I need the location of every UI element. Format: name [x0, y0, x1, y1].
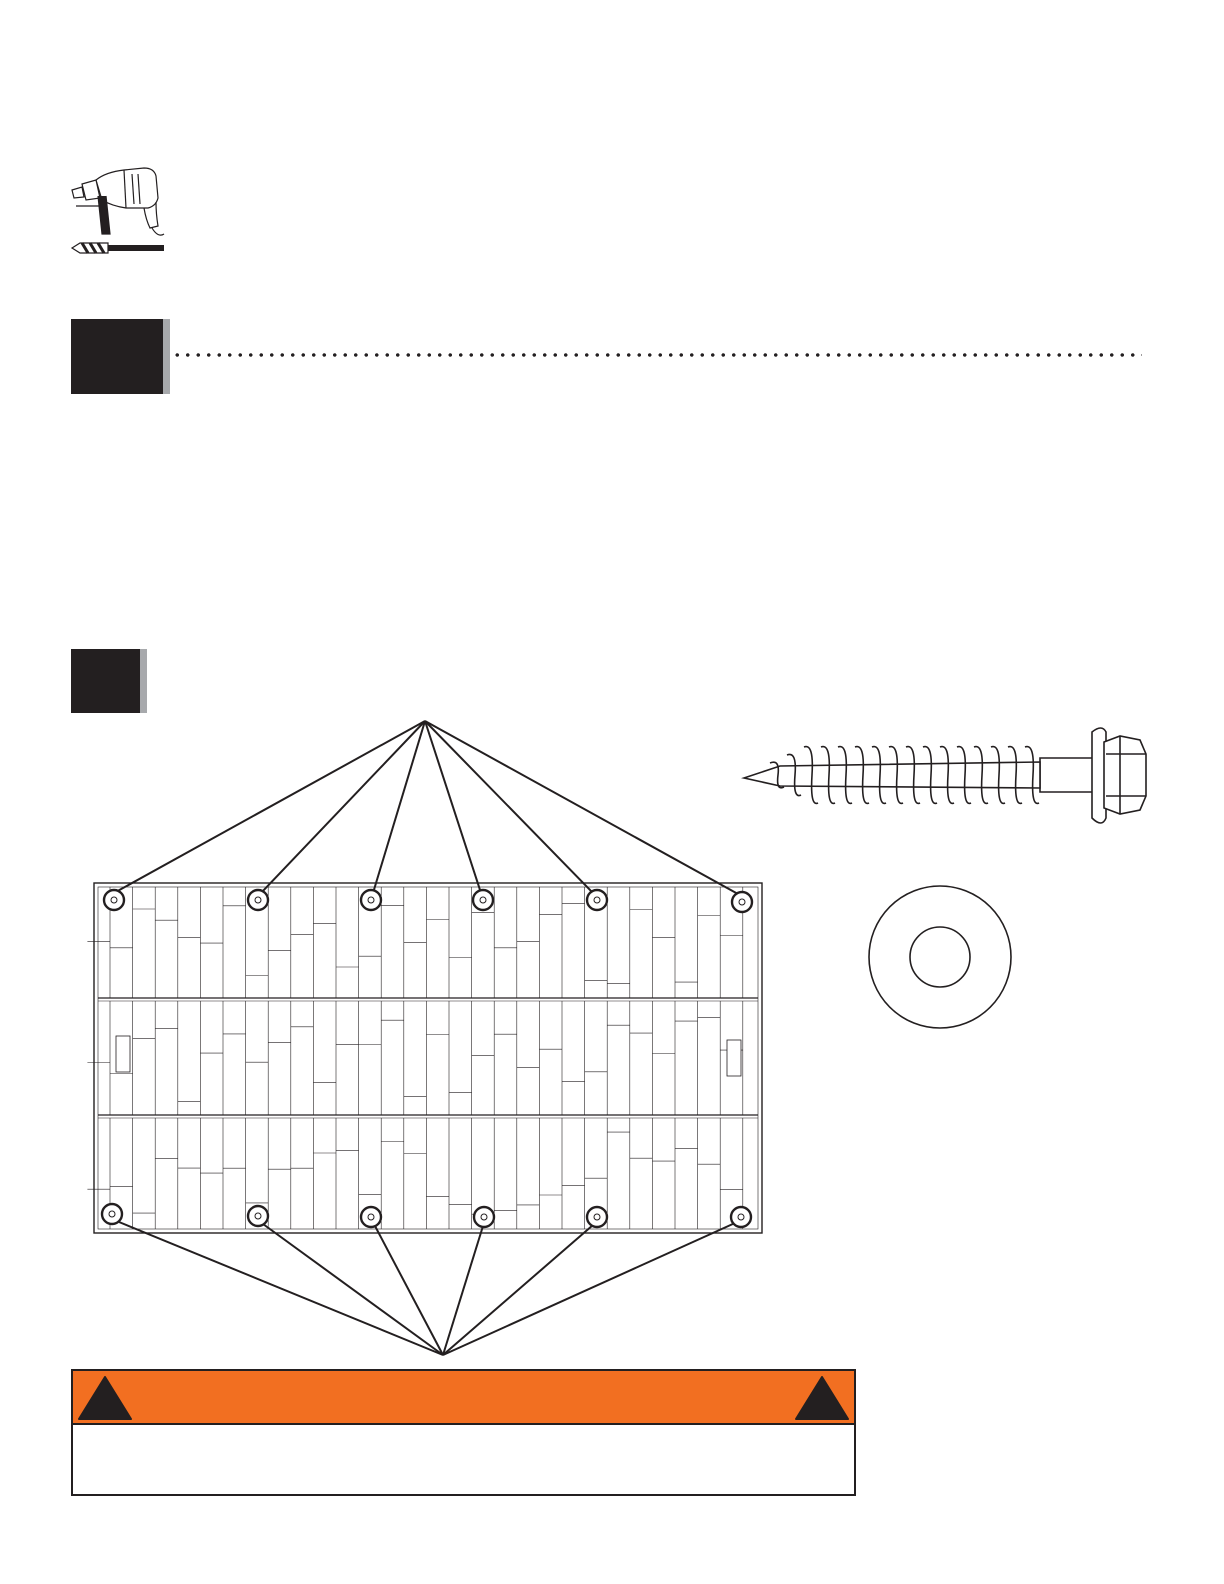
screw-hole-circle: [361, 1207, 381, 1227]
step-1-number: [71, 319, 163, 394]
dotted-divider: [172, 352, 1142, 358]
warning-triangle-icon: [794, 1375, 850, 1421]
warning-box: [71, 1369, 856, 1496]
screw-hole-circle: [248, 890, 268, 910]
washer-illustration: [866, 883, 1014, 1031]
callout-lines-bottom: [119, 1222, 735, 1355]
screw-hole-circle: [474, 1207, 494, 1227]
screw-hole-circle: [361, 890, 381, 910]
step-1-marker: [71, 319, 163, 394]
screw-hole-circle: [587, 890, 607, 910]
screw-hole-circle: [248, 1206, 268, 1226]
floor-panel-diagram: [0, 700, 800, 1370]
screw-hole-circle: [732, 892, 752, 912]
floor-panel: [94, 883, 762, 1233]
panel-side-handles: [116, 1036, 741, 1076]
warning-triangle-icon: [77, 1375, 133, 1421]
screw-hole-circle: [104, 890, 124, 910]
screw-hole-circle: [587, 1207, 607, 1227]
warning-header: [73, 1371, 854, 1425]
drill-bit-icon: [72, 243, 164, 253]
screw-hole-circle: [731, 1207, 751, 1227]
screw-hole-circle: [102, 1204, 122, 1224]
floor-planks: [87, 887, 742, 1229]
screw-hole-circle: [473, 890, 493, 910]
screw-hole-markers: [102, 890, 752, 1227]
power-drill-icon: [66, 150, 166, 260]
lag-screw-illustration: [740, 720, 1150, 835]
callout-lines-top: [114, 721, 738, 894]
